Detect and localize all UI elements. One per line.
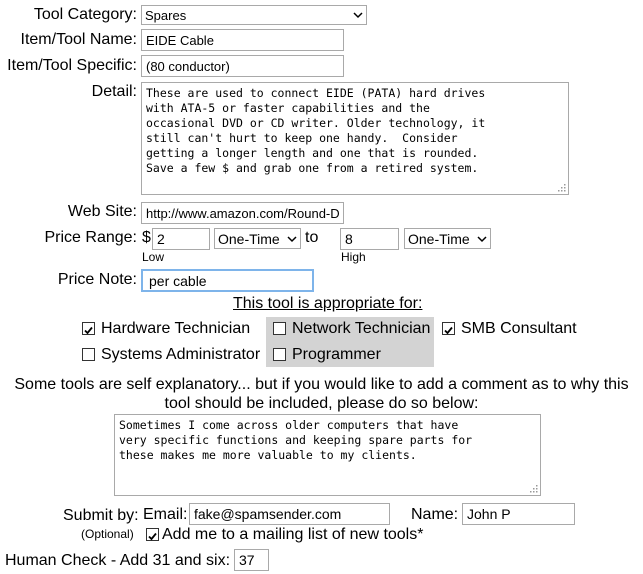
price-high-input[interactable]: 8	[340, 228, 399, 250]
submit-by-label: Submit by:	[63, 507, 139, 524]
mailing-list-label: Add me to a mailing list of new tools*	[162, 526, 424, 543]
check-icon	[443, 325, 454, 336]
comment-prompt-line1: Some tools are self explanatory... but if you would like to add a comment as to why this	[14, 376, 629, 393]
email-label: Email:	[143, 506, 188, 523]
price-high-period-value: One-Time	[408, 230, 470, 247]
programmer-label: Programmer	[292, 346, 381, 363]
check-icon	[83, 325, 94, 336]
detail-textarea[interactable]	[141, 82, 569, 195]
website-label: Web Site:	[67, 203, 137, 220]
category-select[interactable]	[141, 5, 367, 25]
chevron-down-icon	[287, 234, 297, 244]
price-range-label: Price Range:	[44, 229, 137, 246]
check-icon	[147, 531, 158, 542]
price-low-period-select[interactable]	[214, 228, 301, 249]
to-label: to	[305, 229, 319, 246]
detail-text: These are used to connect EIDE (PATA) hard drives with ATA-5 or faster capabilities and the occasional DVD or CD writer. Older technology, it still can't hurt to keep one handy. Consider getting a longer length and one that is rounded. Save a few $ and grab one from a retired system.	[146, 86, 486, 175]
price-low-input[interactable]: 2	[152, 228, 210, 250]
systems-administrator-checkbox[interactable]	[82, 348, 95, 361]
comment-textarea[interactable]	[114, 414, 541, 496]
comment-prompt-line2: tool should be included, please do so below:	[164, 395, 479, 412]
resize-grip-icon[interactable]	[529, 484, 538, 493]
comment-text: Sometimes I come across older computers that have very specific functions and keeping spare parts for these makes me more valuable to my clients.	[119, 418, 473, 462]
human-check-label: Human Check - Add 31 and six:	[5, 552, 231, 569]
network-technician-label: Network Technician	[292, 320, 431, 337]
systems-administrator-label: Systems Administrator	[101, 346, 261, 363]
name-input[interactable]: John P	[462, 503, 575, 525]
comment-prompt	[0, 375, 643, 413]
hardware-technician-label: Hardware Technician	[101, 320, 251, 337]
hardware-technician-checkbox[interactable]	[82, 322, 95, 335]
price-high-period-select[interactable]	[404, 228, 491, 249]
chevron-down-icon	[353, 10, 363, 20]
item-name-label: Item/Tool Name:	[20, 31, 137, 48]
price-note-input[interactable]: per cable	[141, 269, 314, 292]
item-specific-input[interactable]: (80 conductor)	[141, 55, 344, 77]
email-input[interactable]: fake@spamsender.com	[189, 503, 390, 525]
currency-symbol: $	[142, 229, 151, 246]
optional-label: (Optional)	[81, 527, 134, 541]
price-note-label: Price Note:	[57, 271, 137, 288]
mailing-list-checkbox[interactable]	[146, 528, 159, 541]
resize-grip-icon[interactable]	[557, 183, 566, 192]
human-check-input[interactable]: 37	[234, 549, 269, 571]
item-name-input[interactable]: EIDE Cable	[141, 29, 344, 51]
website-input[interactable]: http://www.amazon.com/Round-D	[141, 202, 344, 224]
name-label: Name:	[411, 506, 459, 523]
network-technician-checkbox[interactable]	[273, 322, 286, 335]
smb-consultant-checkbox[interactable]	[442, 322, 455, 335]
programmer-checkbox[interactable]	[273, 348, 286, 361]
detail-label: Detail:	[91, 83, 137, 100]
category-label: Tool Category:	[33, 6, 137, 23]
chevron-down-icon	[477, 234, 487, 244]
price-high-caption: High	[341, 250, 366, 264]
smb-consultant-label: SMB Consultant	[461, 320, 577, 337]
category-value: Spares	[145, 7, 187, 23]
price-low-period-value: One-Time	[218, 230, 280, 247]
price-low-caption: Low	[142, 250, 165, 264]
appropriate-heading: This tool is appropriate for:	[233, 295, 423, 312]
item-specific-label: Item/Tool Specific:	[7, 57, 137, 74]
